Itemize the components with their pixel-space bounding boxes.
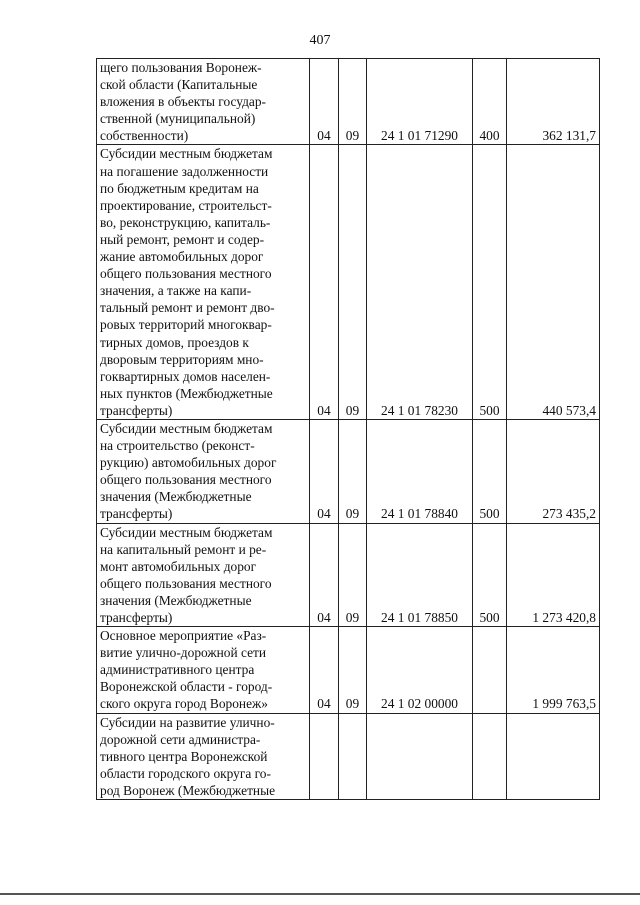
- description-line: трансферты): [100, 402, 173, 418]
- description-line: общего пользования местного: [100, 266, 272, 282]
- description-line: общего пользования местного: [100, 472, 272, 488]
- description-line: значения (Межбюджетные: [100, 489, 252, 505]
- description-line: проектирование, строительст-: [100, 197, 272, 213]
- description-line: ных пунктов (Межбюджетные: [100, 385, 273, 401]
- amount: 1 999 763,5: [507, 627, 600, 713]
- row-description: [97, 627, 310, 713]
- target-article-code: 24 1 01 78850: [367, 523, 473, 627]
- description-line: род Воронеж (Межбюджетные: [100, 782, 276, 798]
- description-line: Основное мероприятие «Раз-: [100, 628, 267, 644]
- amount: 440 573,4: [507, 145, 600, 420]
- description-line: ровых территорий многоквар-: [100, 317, 272, 333]
- description-line: трансферты): [100, 610, 173, 625]
- table-row: [97, 627, 600, 713]
- description-line: собственности): [100, 128, 189, 144]
- description-line: значения, а также на капи-: [100, 283, 252, 299]
- subsection-code: 09: [339, 419, 367, 523]
- description-line: Субсидии местным бюджетам: [100, 524, 273, 540]
- description-line: монт автомобильных дорог: [100, 558, 257, 574]
- row-description: [97, 419, 310, 523]
- description-line: тирных домов, проездов к: [100, 334, 249, 350]
- description-line: ской области (Капитальные: [100, 77, 258, 93]
- target-article-code: 24 1 01 71290: [367, 59, 473, 145]
- description-line: дорожной сети администра-: [100, 731, 261, 747]
- section-code: 04: [310, 59, 339, 145]
- amount: 362 131,7: [507, 59, 600, 145]
- expense-type-code: 500: [473, 419, 507, 523]
- table-row: [97, 145, 600, 420]
- description-line: общего пользования местного: [100, 575, 272, 591]
- description-line: гоквартирных домов населен-: [100, 368, 271, 384]
- subsection-code: 09: [339, 523, 367, 627]
- row-description: [97, 523, 310, 627]
- table-row: [97, 713, 600, 799]
- description-line: Воронежской области - город-: [100, 679, 273, 695]
- description-line: на капитальный ремонт и ре-: [100, 541, 267, 557]
- section-code: 04: [310, 523, 339, 627]
- expense-type-code: 500: [473, 523, 507, 627]
- section-code: [310, 713, 339, 799]
- subsection-code: 09: [339, 59, 367, 145]
- description-line: жание автомобильных дорог: [100, 249, 264, 265]
- amount: [507, 713, 600, 799]
- row-description: [97, 713, 310, 799]
- target-article-code: 24 1 01 78230: [367, 145, 473, 420]
- description-line: щего пользования Воронеж-: [100, 60, 262, 75]
- description-line: ственной (муниципальной): [100, 111, 256, 127]
- description-line: области городского округа го-: [100, 765, 271, 781]
- budget-table: [96, 58, 600, 800]
- expense-type-code: [473, 627, 507, 713]
- expense-type-code: 400: [473, 59, 507, 145]
- description-line: тивного центра Воронежской: [100, 748, 268, 764]
- description-line: трансферты): [100, 506, 173, 522]
- amount: 1 273 420,8: [507, 523, 600, 627]
- amount: 273 435,2: [507, 419, 600, 523]
- section-code: 04: [310, 419, 339, 523]
- target-article-code: 24 1 01 78840: [367, 419, 473, 523]
- row-description: [97, 59, 310, 145]
- description-line: витие улично-дорожной сети: [100, 645, 267, 661]
- description-line: ского округа город Воронеж»: [100, 696, 268, 712]
- table-row: [97, 59, 600, 145]
- table-row: [97, 523, 600, 627]
- section-code: 04: [310, 627, 339, 713]
- description-line: административного центра: [100, 662, 255, 678]
- description-line: ный ремонт, ремонт и содер-: [100, 231, 265, 247]
- description-line: рукцию) автомобильных дорог: [100, 455, 277, 471]
- page-bottom-rule: [0, 893, 640, 895]
- subsection-code: 09: [339, 627, 367, 713]
- expense-type-code: [473, 713, 507, 799]
- description-line: Субсидии на развитие улично-: [100, 714, 275, 730]
- target-article-code: 24 1 02 00000: [367, 627, 473, 713]
- subsection-code: [339, 713, 367, 799]
- subsection-code: 09: [339, 145, 367, 420]
- section-code: 04: [310, 145, 339, 420]
- description-line: на погашение задолженности: [100, 163, 269, 179]
- expense-type-code: 500: [473, 145, 507, 420]
- table-row: [97, 419, 600, 523]
- description-line: вложения в объекты государ-: [100, 94, 267, 110]
- target-article-code: [367, 713, 473, 799]
- description-line: дворовым территориям мно-: [100, 351, 264, 367]
- description-line: во, реконструкцию, капиталь-: [100, 214, 271, 230]
- description-line: Субсидии местным бюджетам: [100, 146, 273, 162]
- page-number: 407: [309, 33, 331, 48]
- row-description: [97, 145, 310, 420]
- description-line: значения (Межбюджетные: [100, 592, 252, 608]
- description-line: по бюджетным кредитам на: [100, 180, 259, 196]
- description-line: на строительство (реконст-: [100, 438, 255, 454]
- description-line: тальный ремонт и ремонт дво-: [100, 300, 275, 316]
- description-line: Субсидии местным бюджетам: [100, 420, 273, 436]
